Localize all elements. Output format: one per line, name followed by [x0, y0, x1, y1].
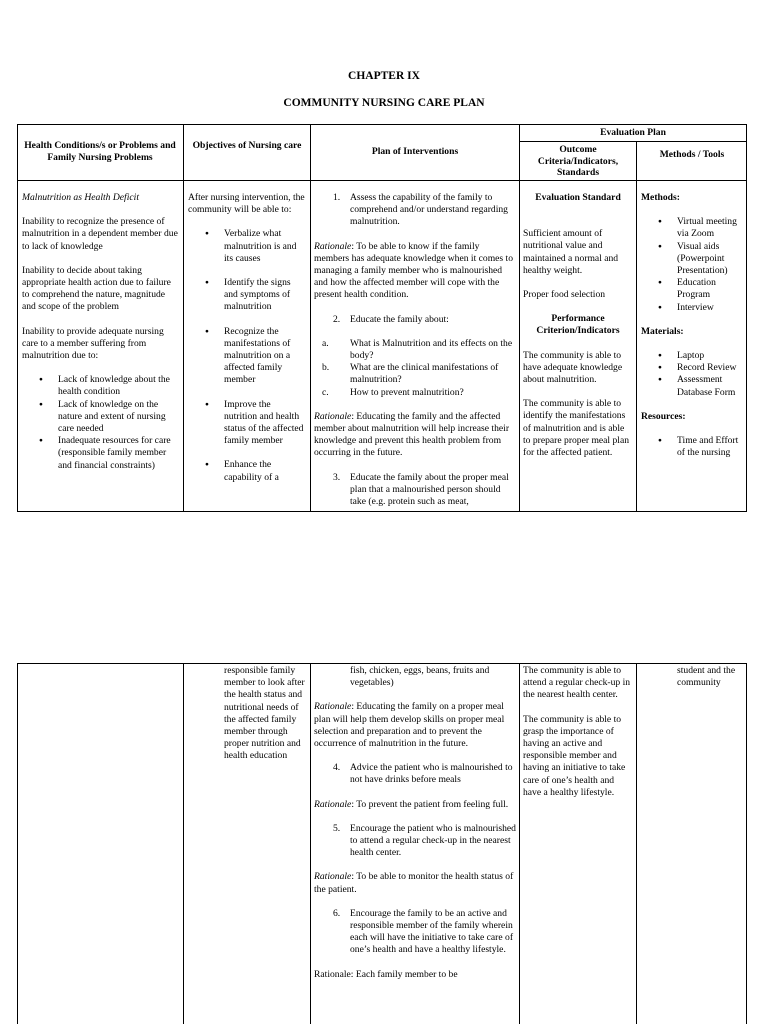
header-health-conditions: Health Conditions/s or Problems and Family Nursing Problems: [24, 140, 176, 163]
interventions-cell: [314, 192, 516, 510]
header-evaluation-plan: Evaluation Plan: [600, 127, 666, 138]
intervention-3-continued: fish, chicken, eggs, beans, fruits and vegetables): [350, 665, 490, 689]
list-item: ● Interview: [641, 302, 745, 314]
indicator-4: The community is able to grasp the importance of having an active and responsible member and having an initiative to take care of one’s health and have a healthy lifestyle.: [523, 713, 626, 798]
outcome-standard-2: Proper food selection: [523, 289, 606, 301]
methods-list: [641, 216, 745, 314]
intervention-6: 6. Encourage the family to be an active and responsible member of the family wherein each will have the initiative to take care of one’s health and have a healthy lifestyle.: [333, 907, 514, 956]
materials-label: Materials:: [641, 325, 684, 337]
health-deficit-title: Malnutrition as Health Deficit: [22, 192, 139, 203]
outcome-criteria-cell-continued: [523, 665, 633, 811]
list-item: ● Record Review: [641, 362, 745, 374]
indicator-2: The community is able to identify the manifestations of malnutrition and is able to prepare proper meal plan for the affected patient.: [523, 398, 630, 459]
rationale-1: Rationale: To be able to know if the family members has adequate knowledge when it comes to managing a family member who is malnourished and how the affected member will cope with the present health condition.: [314, 240, 514, 301]
materials-list: [641, 350, 745, 399]
outcome-standard-1: Sufficient amount of nutritional value and maintained a normal and healthy weight.: [523, 228, 619, 276]
interventions-cell-continued: [314, 665, 516, 1024]
methods-tools-cell-continued: [641, 665, 745, 689]
objectives-cell-continued: [188, 665, 306, 763]
health-conditions-cell: [22, 192, 180, 472]
list-item: ● Lack of knowledge about the health condition: [22, 374, 180, 398]
indicator-1: The community is able to have adequate knowledge about malnutrition.: [523, 349, 623, 386]
resources-list: [641, 435, 745, 459]
list-item: responsible family member to look after the health status and nutritional needs of the affected family member through proper nutrition and health education: [224, 665, 305, 762]
list-item: ● Improve the nutrition and health status of the affected family member: [188, 399, 306, 448]
plan-title: COMMUNITY NURSING CARE PLAN: [283, 97, 485, 109]
problem-1: Inability to recognize the presence of malnutrition in a dependent member due to lack of knowledge: [22, 216, 178, 252]
list-item: ● Verbalize what malnutrition is and its causes: [188, 228, 306, 265]
problem-2: Inability to decide about taking appropriate health action due to failure to comprehend the nature, magnitude and scope of the problem: [22, 264, 171, 313]
chapter-heading: CHAPTER IX: [348, 70, 420, 82]
sub-item: a. What is Malnutrition and its effects on the body?: [322, 337, 513, 362]
list-item: ● Assessment Database Form: [641, 374, 745, 398]
objectives-intro: After nursing intervention, the community will be able to:: [188, 192, 305, 216]
rationale-4: Rationale: To prevent the patient from feeling full.: [314, 798, 509, 810]
resources-label: Resources:: [641, 410, 686, 422]
intervention-3: 3. Educate the family about the proper meal plan that a malnourished person should take (e.g. protein such as meat,: [333, 471, 509, 508]
problem-3: Inability to provide adequate nursing care to a member suffering from malnutrition due to:: [22, 325, 164, 362]
list-item: ● Visual aids (Powerpoint Presentation): [641, 241, 745, 278]
methods-tools-cell: [641, 192, 745, 510]
list-item: ● Virtual meeting via Zoom: [641, 216, 745, 240]
list-item: ● Lack of knowledge on the nature and extent of nursing care needed: [22, 399, 180, 436]
rationale-2: Rationale: Educating the family and the affected member about malnutrition will help increase their knowledge and prevent this health problem from occurring in the future.: [314, 410, 510, 459]
indicator-3: The community is able to attend a regular check-up in the nearest health center.: [523, 665, 631, 701]
objectives-list: [188, 228, 306, 483]
rationale-6-partial: Rationale: Each family member to be: [314, 968, 458, 980]
outcome-criteria-cell: [523, 192, 633, 471]
problem-3-list: [22, 374, 180, 472]
list-item: ● Education Program: [641, 277, 745, 301]
list-item: ● Recognize the manifestations of malnutrition on a affected family member: [188, 326, 306, 387]
list-item: ● Inadequate resources for care (responsible family member and financial constraints): [22, 435, 180, 472]
intervention-2: 2. Educate the family about:: [333, 313, 449, 325]
list-item: ● Identify the signs and symptoms of malnutrition: [188, 277, 306, 314]
rationale-5: Rationale: To be able to monitor the health status of the patient.: [314, 871, 514, 895]
header-interventions: Plan of Interventions: [371, 146, 459, 157]
intervention-5: 5. Encourage the patient who is malnourished to attend a regular check-up in the nearest health center.: [333, 822, 516, 859]
header-outcome-criteria: Outcome Criteria/Indicators, Standards: [537, 144, 619, 178]
sub-item: b. What are the clinical manifestations of malnutrition?: [322, 362, 499, 386]
evaluation-standard-heading: Evaluation Standard: [535, 192, 621, 203]
sub-item: c. How to prevent malnutrition?: [322, 386, 464, 398]
header-methods-tools: Methods / Tools: [659, 149, 725, 160]
list-item: student and the community: [677, 665, 736, 689]
list-item: ● Enhance the capability of a: [188, 459, 306, 483]
intervention-4: 4. Advice the patient who is malnourished to not have drinks before meals: [333, 762, 513, 786]
intervention-1: 1. Assess the capability of the family to comprehend and/or understand regarding malnutrition.: [333, 192, 508, 228]
rationale-3: Rationale: Educating the family on a proper meal plan will help them develop skills on proper meal selection and preparation and to prevent the occurrence of malnutrition in the future.: [314, 701, 505, 750]
objectives-cell: [188, 192, 306, 484]
methods-label: Methods:: [641, 192, 680, 203]
header-objectives: Objectives of Nursing care: [192, 140, 302, 151]
performance-criterion-heading: Performance Criterion/Indicators: [536, 313, 620, 337]
list-item: ● Time and Effort of the nursing: [641, 435, 745, 459]
list-item: ● Laptop: [641, 350, 745, 362]
